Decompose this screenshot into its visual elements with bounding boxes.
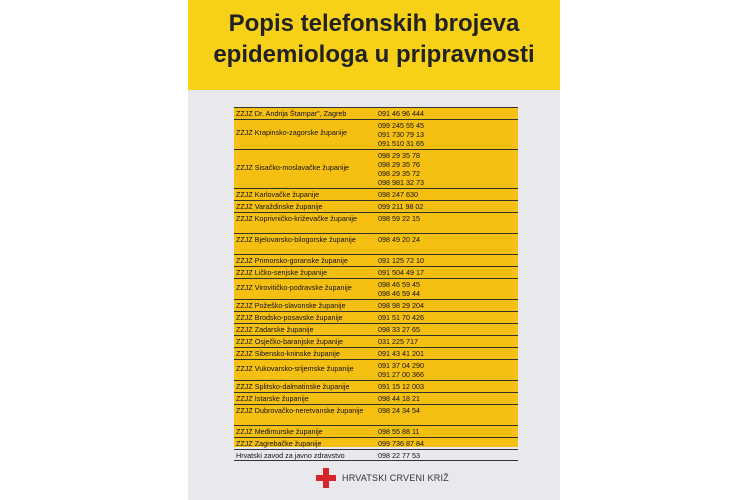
- institution-name: ZZJZ Ličko-senjske županije: [236, 268, 328, 277]
- phone-number: 099 211 98 02: [378, 202, 424, 211]
- table-row: [234, 188, 518, 200]
- table-row: [234, 380, 518, 392]
- header-banner: [188, 0, 560, 90]
- table-row: [234, 335, 518, 347]
- table-row: [234, 233, 518, 254]
- table-row: [234, 119, 518, 149]
- table-row: [234, 212, 518, 233]
- table-row: [234, 425, 518, 437]
- table-row: [234, 299, 518, 311]
- phone-number: 091 15 12 003: [378, 382, 424, 391]
- phone-number: 098 44 18 21: [378, 394, 420, 403]
- poster: [188, 0, 560, 500]
- phone-number: 091 125 72 10: [378, 256, 424, 265]
- table-row: [234, 392, 518, 404]
- table-row: [234, 449, 518, 461]
- institution-name: ZZJZ Međimurske županije: [236, 427, 323, 436]
- phone-number: 098 29 35 72: [378, 169, 420, 178]
- phone-number: 098 22 77 53: [378, 451, 420, 460]
- phone-number: 098 247 630: [378, 190, 418, 199]
- phone-number: 031 225 717: [378, 337, 418, 346]
- phone-number: 091 51 70 426: [378, 313, 424, 322]
- phone-table: [234, 107, 518, 460]
- institution-name: ZZJZ Varaždinske županije: [236, 202, 323, 211]
- phone-number: 091 46 96 444: [378, 109, 424, 118]
- red-cross-logo: [316, 466, 496, 490]
- institution-name: Hrvatski zavod za javno zdravstvo: [236, 451, 345, 460]
- phone-number: 098 29 35 76: [378, 160, 420, 169]
- institution-name: ZZJZ Osječko-baranjske županije: [236, 337, 344, 346]
- title-line-1: Popis telefonskih brojeva: [228, 10, 520, 37]
- institution-name: ZZJZ Virovitičko-podravske županije: [236, 283, 352, 292]
- table-row: [234, 107, 518, 119]
- table-row: [234, 311, 518, 323]
- table-row: [234, 278, 518, 299]
- institution-name: ZZJZ Dubrovačko-neretvanske županije: [236, 406, 364, 415]
- phone-number: 091 504 49 17: [378, 268, 424, 277]
- institution-name: ZZJZ Primorsko-goranske županije: [236, 256, 348, 265]
- phone-number: 091 43 41 201: [378, 349, 424, 358]
- phone-number: 091 510 31 65: [378, 139, 424, 148]
- table-row: [234, 437, 518, 449]
- table-row: [234, 323, 518, 335]
- institution-name: ZZJZ Splitsko-dalmatinske županije: [236, 382, 350, 391]
- institution-name: ZZJZ Vukovarsko-srijemske županije: [236, 364, 354, 373]
- institution-name: ZZJZ Požeško-slavonske županije: [236, 301, 346, 310]
- phone-number: 098 33 27 65: [378, 325, 420, 334]
- phone-number: 098 24 34 54: [378, 406, 420, 415]
- institution-name: ZZJZ Zadarske županije: [236, 325, 314, 334]
- phone-number: 091 27 00 366: [378, 370, 424, 379]
- institution-name: ZZJZ Sibensko-kninske županije: [236, 349, 340, 358]
- table-row: [234, 200, 518, 212]
- institution-name: ZZJZ Koprivničko-križevačke županije: [236, 214, 358, 223]
- phone-number: 098 981 32 73: [378, 178, 424, 187]
- table-row: [234, 254, 518, 266]
- phone-number: 098 46 59 44: [378, 289, 420, 298]
- table-row: [234, 359, 518, 380]
- table-row: [234, 266, 518, 278]
- phone-number: 091 730 79 13: [378, 130, 424, 139]
- organization-name: HRVATSKI CRVENI KRIŽ: [342, 473, 449, 483]
- institution-name: ZZJZ Dr. Andrija Štampar", Zagreb: [236, 109, 347, 118]
- phone-number: 098 55 88 11: [378, 427, 420, 436]
- phone-number: 098 98 29 204: [378, 301, 424, 310]
- table-row: [234, 347, 518, 359]
- phone-number: 099 736 87 84: [378, 439, 424, 448]
- institution-name: ZZJZ Krapinsko-zagorske županije: [236, 128, 348, 137]
- page-title: [188, 8, 560, 70]
- phone-number: 098 46 59 45: [378, 280, 420, 289]
- institution-name: ZZJZ Bjelovarsko-bilogorske županije: [236, 235, 356, 244]
- phone-number: 098 49 20 24: [378, 235, 420, 244]
- title-line-2: epidemiologa u pripravnosti: [213, 41, 535, 68]
- phone-number: 098 29 35 78: [378, 151, 420, 160]
- red-cross-icon: [316, 468, 336, 488]
- table-row: [234, 149, 518, 188]
- institution-name: ZZJZ Karlovačke županije: [236, 190, 320, 199]
- phone-number: 098 59 22 15: [378, 214, 420, 223]
- phone-number: 099 245 55 45: [378, 121, 424, 130]
- institution-name: ZZJZ Zagrebačke županije: [236, 439, 322, 448]
- table-row: [234, 404, 518, 425]
- institution-name: ZZJZ Brodsko-posavske županije: [236, 313, 343, 322]
- institution-name: ZZJZ Istarske županije: [236, 394, 309, 403]
- institution-name: ZZJZ Sisačko-moslavačke županije: [236, 163, 350, 172]
- phone-number: 091 37 04 290: [378, 361, 424, 370]
